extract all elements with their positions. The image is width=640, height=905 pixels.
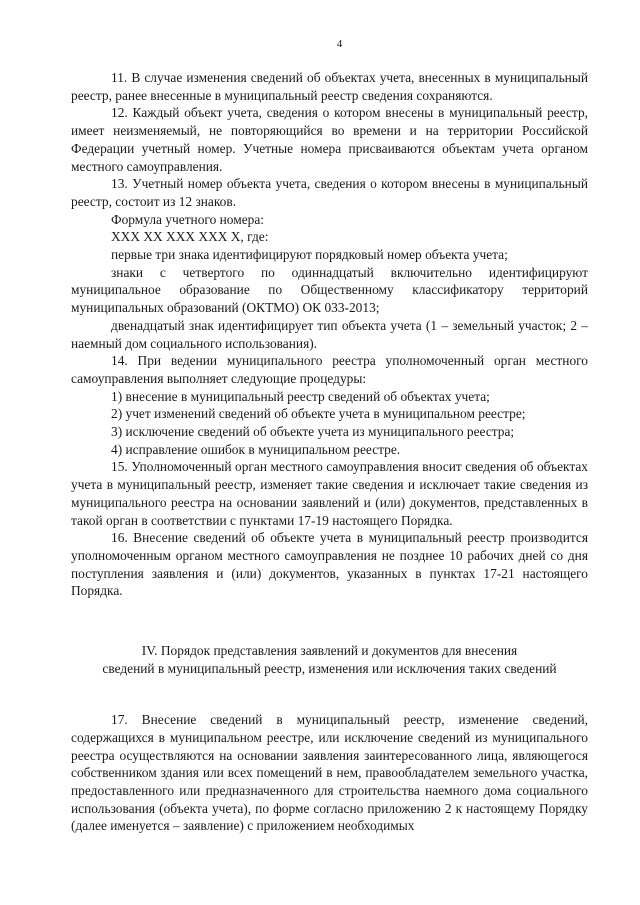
section-heading-line-1: IV. Порядок представления заявлений и документов для внесения <box>141 643 518 659</box>
paragraph-16: 16. Внесение сведений об объекте учета в муниципальный реестр производится уполномоченным органом местного самоуправления не позднее 10 рабочих дней со дня поступления заявления и (или) документов, указанных в пунктах 17-21 настоящего Порядка. <box>71 530 588 599</box>
paragraph-17: 17. Внесение сведений в муниципальный реестр, изменение сведений, содержащихся в муниципальном реестре, или исключение сведений из муниципального реестра осуществляются на основании заявления заинтересованного лица, являющегося собственником здания или всех помещений в нем, правообладателем земельного участка, предоставленного или предназначенного для строительства наемного дома социального использования (объекта учета), по форме согласно приложению 2 к настоящему Порядку (далее именуется – заявление) с приложением необходимых <box>71 712 588 834</box>
paragraph-11: 11. В случае изменения сведений об объектах учета, внесенных в муниципальный реестр, ранее внесенные в муниципальный реестр сведения сохраняются. <box>71 70 588 103</box>
paragraph-14: 14. При ведении муниципального реестра уполномоченный орган местного самоуправления выполняет следующие процедуры: <box>71 353 588 386</box>
paragraph-13: 13. Учетный номер объекта учета, сведения о котором внесены в муниципальный реестр, состоит из 12 знаков. <box>71 176 588 209</box>
procedure-item-2: 2) учет изменений сведений об объекте учета в муниципальном реестре; <box>111 406 526 422</box>
formula: XXX XX XXX XXX X, где: <box>111 229 269 245</box>
formula-description-1: первые три знака идентифицируют порядковый номер объекта учета; <box>111 247 508 263</box>
procedure-item-3: 3) исключение сведений об объекте учета из муниципального реестра; <box>111 424 515 440</box>
formula-description-2: знаки с четвертого по одиннадцатый включительно идентифицируют муниципальное образование по Общественному классификатору территорий муниципальных образований (ОКТМО) ОК 033-2013; <box>71 264 588 316</box>
procedure-item-1: 1) внесение в муниципальный реестр сведений об объектах учета; <box>111 388 490 404</box>
formula-label: Формула учетного номера: <box>111 211 264 227</box>
section-heading-line-2: сведений в муниципальный реестр, изменения или исключения таких сведений <box>102 661 557 677</box>
page-number: 4 <box>336 38 343 50</box>
procedure-item-4: 4) исправление ошибок в муниципальном реестре. <box>111 441 401 457</box>
formula-description-3: двенадцатый знак идентифицирует тип объекта учета (1 – земельный участок; 2 – наемный дом социального использования). <box>71 317 588 351</box>
paragraph-12: 12. Каждый объект учета, сведения о котором внесены в муниципальный реестр, имеет неизменяемый, не повторяющийся во времени и на территории Российской Федерации учетный номер. Учетные номера присваиваются объектам учета органом местного самоуправления. <box>71 105 588 174</box>
paragraph-15: 15. Уполномоченный орган местного самоуправления вносит сведения об объектах учета в муниципальный реестр, изменяет такие сведения и исключает такие сведения из муниципального реестра на основании заявлений и (или) документов, представленных в такой орган в соответствии с пунктами 17-19 настоящего Порядка. <box>71 459 588 528</box>
section-heading-iv <box>71 642 588 678</box>
